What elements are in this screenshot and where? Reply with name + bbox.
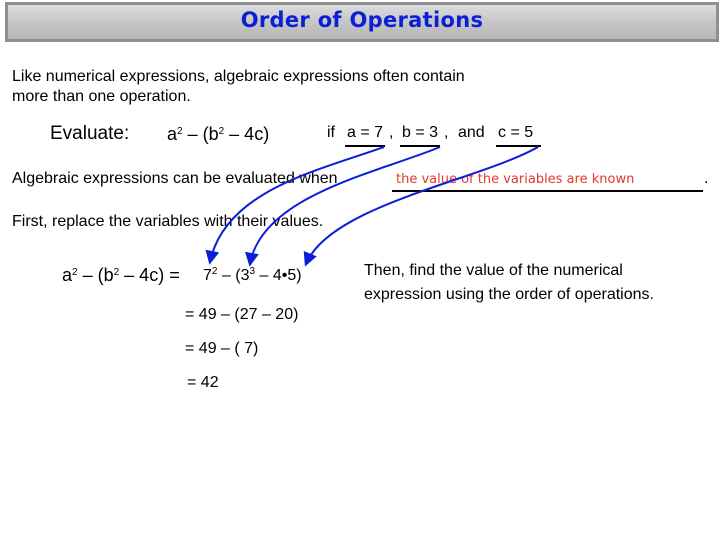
evaluate-label: Evaluate:: [50, 123, 130, 144]
condition-c: c = 5: [498, 124, 534, 141]
value-seven: 7: [203, 267, 212, 284]
then-line-1: Then, find the value of the numerical: [364, 262, 623, 279]
condition-b: b = 3: [402, 124, 439, 141]
expr-exponent: 3: [249, 266, 256, 277]
slide-title: Order of Operations: [240, 8, 484, 32]
period: .: [704, 170, 709, 187]
expr-part: – 4•5): [255, 267, 302, 284]
expr-exponent: 2: [218, 126, 225, 137]
arrow-b-to-3: [250, 147, 440, 264]
replace-instruction: First, replace the variables with their values.: [12, 213, 324, 230]
expr-part: – 4c) =: [119, 265, 180, 285]
expr-part: – (b: [182, 124, 219, 144]
expr-part: – (3: [217, 267, 250, 284]
expr-exponent: 2: [113, 267, 120, 278]
expr-a: a: [62, 265, 73, 285]
fill-in-answer: the value of the variables are known: [396, 172, 635, 187]
step-1: = 49 – (27 – 20): [185, 306, 299, 323]
step-2: = 49 – ( 7): [185, 340, 259, 357]
expr-part: – (b: [77, 265, 114, 285]
expr-part: – 4c): [224, 124, 270, 144]
expr-a: a: [167, 124, 178, 144]
expr-exponent: 2: [177, 126, 183, 137]
comma: ,: [389, 124, 394, 141]
then-line-2: expression using the order of operations.: [364, 286, 654, 303]
intro-line-1: Like numerical expressions, algebraic expressions often contain: [12, 68, 465, 85]
arrow-c-to-5: [306, 147, 538, 264]
comma: ,: [444, 124, 449, 141]
evaluated-when-text: Algebraic expressions can be evaluated when: [12, 170, 338, 187]
intro-line-2: more than one operation.: [12, 88, 191, 105]
step-3: = 42: [187, 374, 219, 391]
condition-a: a = 7: [347, 124, 384, 141]
if-word: if: [327, 124, 335, 141]
and-word: and: [458, 124, 485, 141]
expr-exponent: 2: [211, 266, 218, 277]
expr-exponent: 2: [72, 267, 78, 278]
